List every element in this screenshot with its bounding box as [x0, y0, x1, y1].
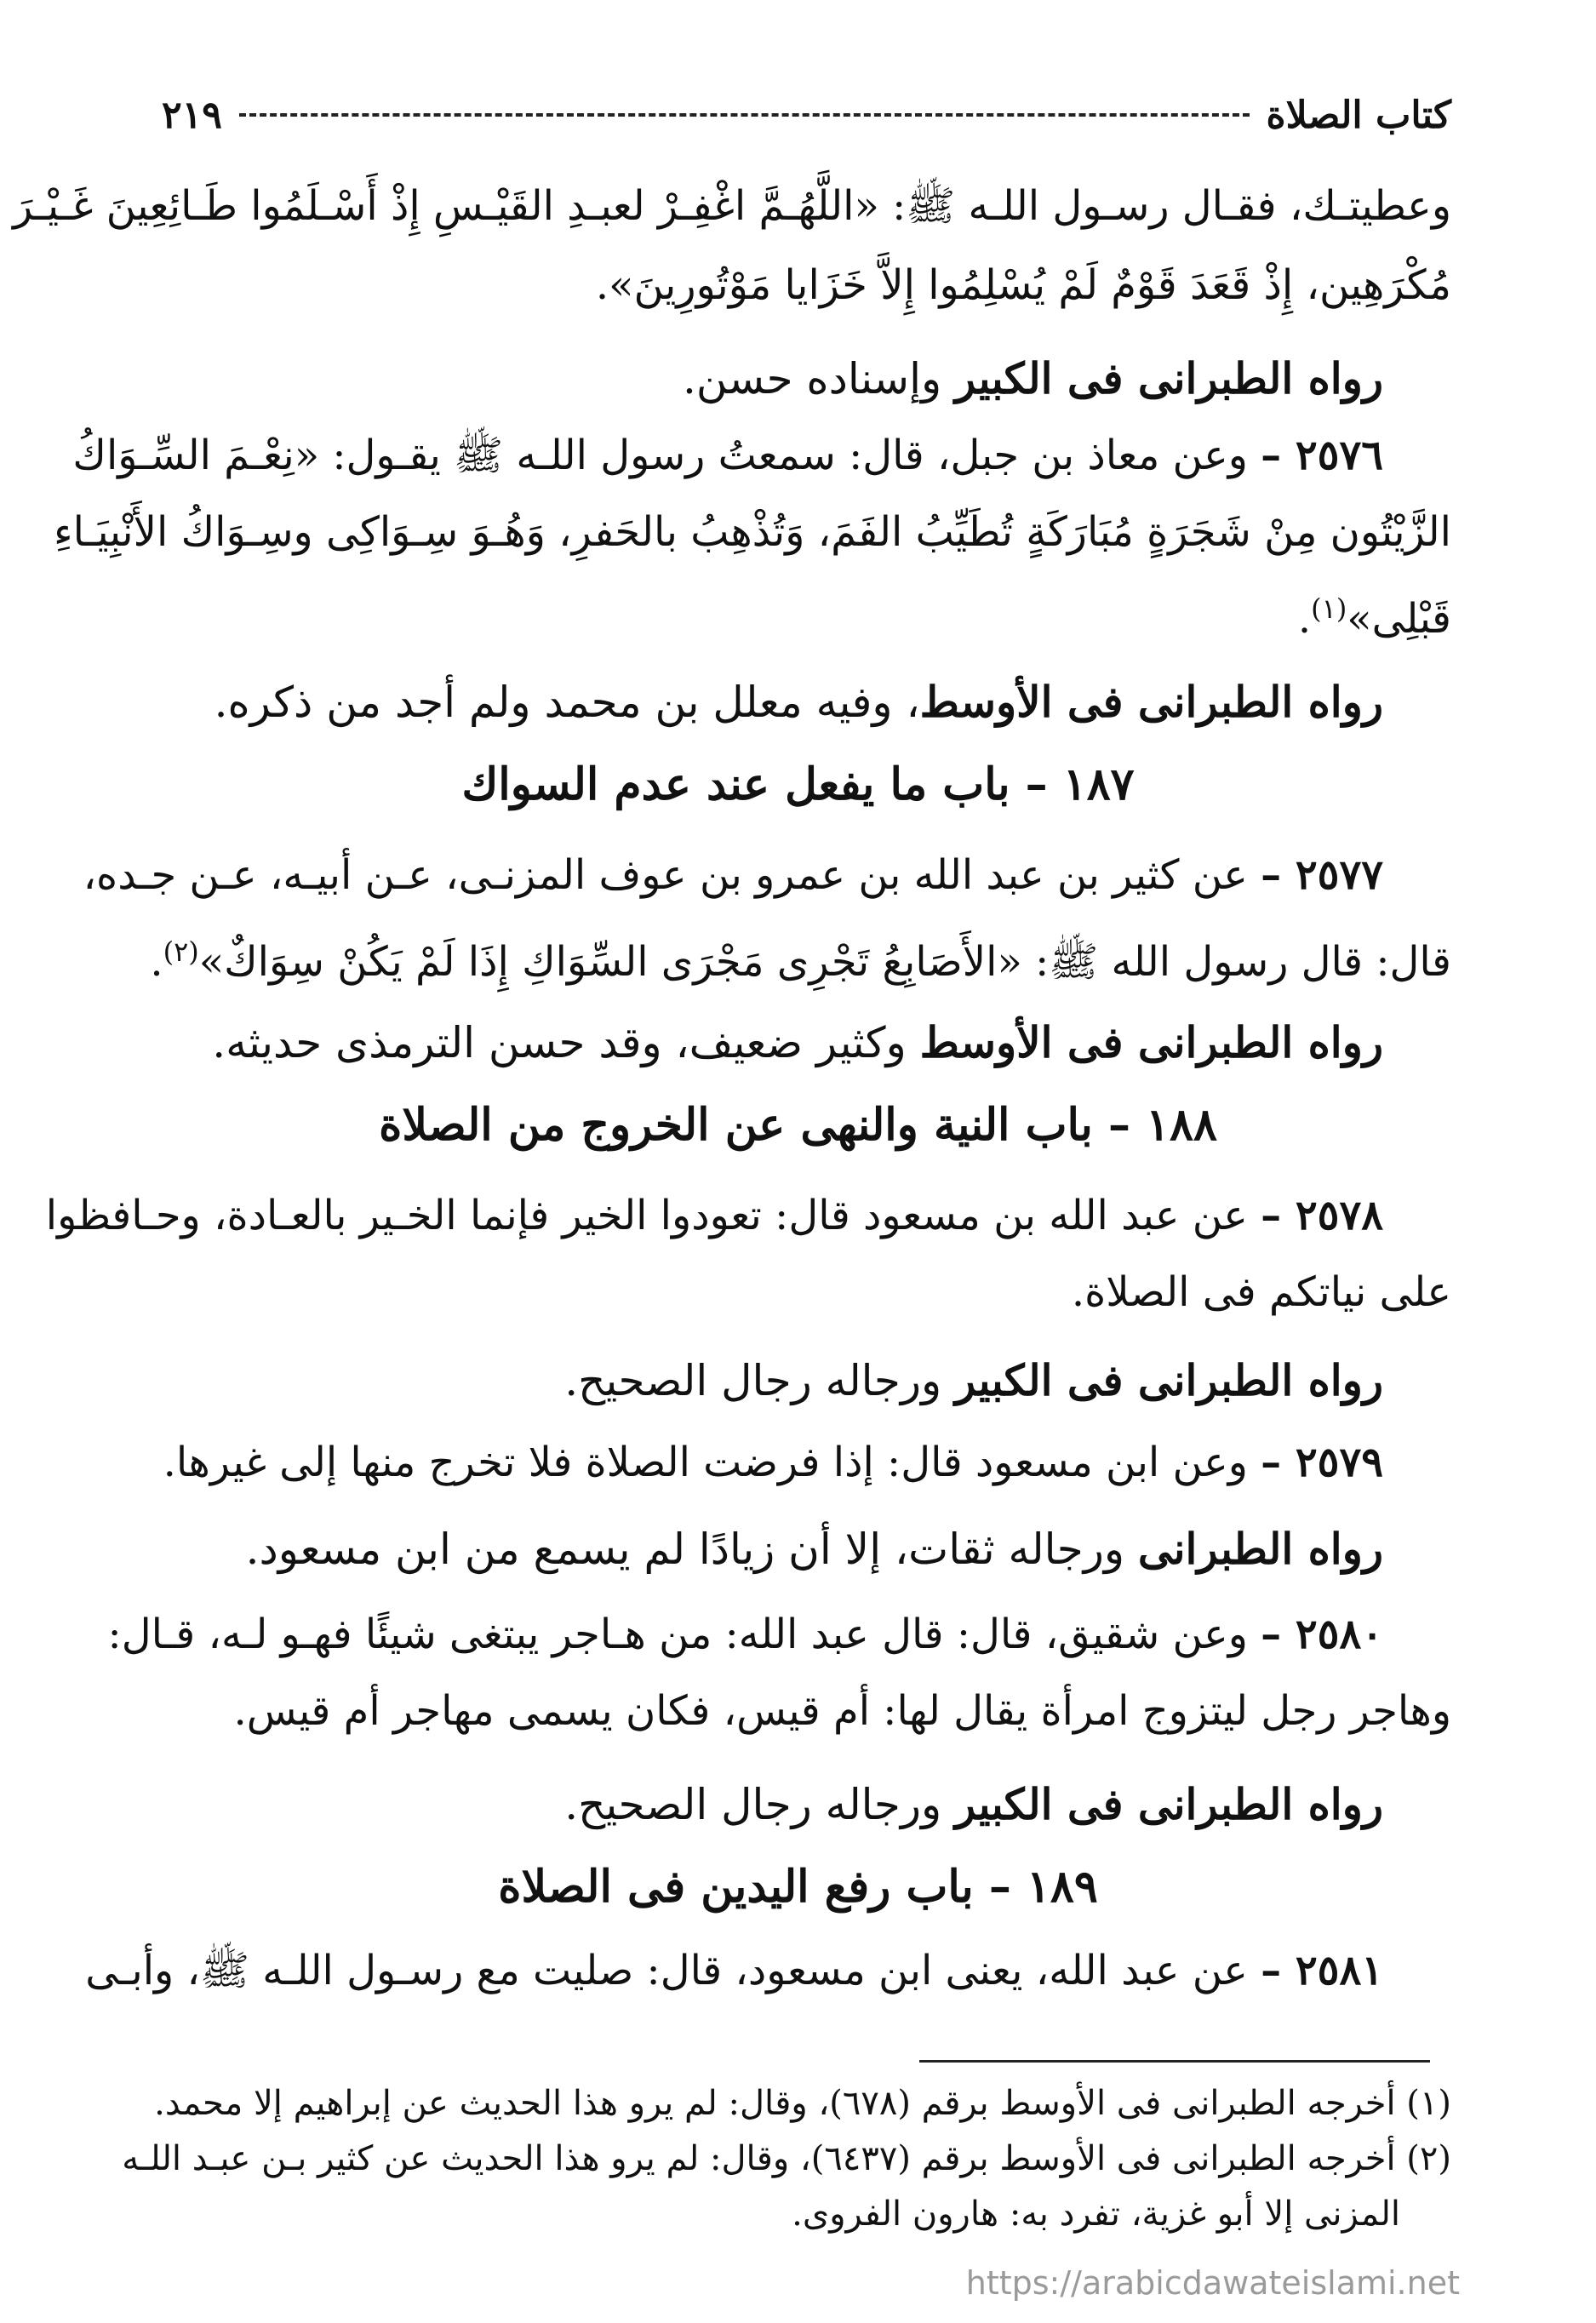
source-note [215, 677, 1383, 728]
hadith-line [163, 1437, 1383, 1488]
hadith-line [83, 850, 1383, 901]
hadith-text: عن كثير بن عبد الله بن عمرو بن عوف المزنـى، عـن أبيـه، عـن جـده، [83, 851, 1248, 899]
source-bold: رواه الطبرانى فى الأوسط [919, 1017, 1383, 1067]
text-fragment: قَبْلِى» [1347, 595, 1451, 643]
source-rest: ورجاله رجال الصحيح. [564, 1780, 956, 1829]
hadith-line [46, 1190, 1383, 1241]
hadith-text: وعن ابن مسعود قال: إذا فرضت الصلاة فلا تخرج منها إلى غيرها. [163, 1439, 1248, 1486]
hadith-number: ٢٥٧٩ – [1261, 1439, 1383, 1486]
hadith-number: ٢٥٧٦ – [1261, 432, 1383, 479]
hadith-number: ٢٥٧٧ – [1261, 851, 1383, 899]
source-bold: رواه الطبرانى فى الكبير [955, 1355, 1383, 1405]
text-line: وهاجر رجل ليتزوج امرأة يقال لها: أم قيس، فكان يسمى مهاجر أم قيس. [233, 1687, 1451, 1735]
source-rest: ، وفيه معلل بن محمد ولم أجد من ذكره. [214, 678, 920, 727]
source-note [564, 1355, 1383, 1406]
text-line [1298, 583, 1451, 644]
source-note [246, 1524, 1383, 1575]
source-rest: ورجاله رجال الصحيح. [564, 1356, 956, 1405]
text-line: الزَّيْتُون مِنْ شَجَرَةٍ مُبَارَكَةٍ تُطَيِّبُ الفَمَ، وَتُذْهِبُ بالحَفرِ، وَهُـوَ سِـوَاكِى وسِـوَاكُ الأَنْبِيَـاءِ [54, 508, 1451, 556]
source-note [564, 1779, 1383, 1830]
footnote-separator [919, 2060, 1430, 2063]
running-header [162, 89, 1451, 140]
watermark-url: https://arabicdawateislami.net [965, 2264, 1460, 2302]
source-rest: وإسناده حسن. [683, 354, 956, 403]
source-note [683, 353, 1383, 404]
chapter-heading: ١٨٧ – باب ما يفعل عند عدم السواك [461, 758, 1135, 810]
page-number: ٢١٩ [162, 93, 222, 137]
chapter-heading: ١٨٨ – باب النية والنهى عن الخروج من الصلاة [379, 1099, 1217, 1151]
text-fragment: قال: قال رسول الله ﷺ: «الأَصَابِعُ تَجْرِى مَجْرَى السِّوَاكِ إِذَا لَمْ يَكُنْ سِوَاكٌ» [198, 938, 1451, 986]
hadith-text: عن عبد الله بن مسعود قال: تعودوا الخير فإنما الخـير بالعـادة، وحـافظوا [45, 1192, 1248, 1239]
header-dashes [239, 113, 1250, 117]
hadith-number: ٢٥٨١ – [1261, 1947, 1383, 1994]
footnote-continuation: المزنى إلا أبو غزية، تفرد به: هارون الفروى. [792, 2194, 1400, 2234]
source-note [212, 1017, 1383, 1068]
text-line: على نياتكم فى الصلاة. [1071, 1268, 1451, 1316]
hadith-text: وعن معاذ بن جبل، قال: سمعتُ رسول اللـه ﷺ يقـول: «نِعْـمَ السِّـوَاكُ [72, 432, 1248, 479]
footnote: (٢) أخرجه الطبرانى فى الأوسط برقم (٦٤٣٧)، وقال: لم يرو هذا الحديث عن كثير بـن عبـد اللـه [122, 2139, 1451, 2178]
footnote: (١) أخرجه الطبرانى فى الأوسط برقم (٦٧٨)، وقال: لم يرو هذا الحديث عن إبراهيم إلا محمد. [154, 2084, 1451, 2123]
source-bold: رواه الطبرانى فى الكبير [955, 353, 1383, 403]
hadith-line [85, 1945, 1383, 1996]
footnote-ref: (٢) [163, 935, 199, 968]
period-mark: . [150, 938, 163, 986]
period-mark: . [1297, 595, 1312, 643]
footnote-ref: (١) [1311, 592, 1347, 625]
source-bold: رواه الطبرانى فى الأوسط [919, 677, 1383, 727]
hadith-line [108, 1609, 1383, 1660]
text-line [150, 926, 1451, 987]
source-bold: رواه الطبرانى فى الكبير [955, 1779, 1383, 1829]
hadith-number: ٢٥٧٨ – [1261, 1192, 1383, 1239]
chapter-title: كتاب الصلاة [1266, 93, 1451, 137]
hadith-text: وعن شقيق، قال: قال عبد الله: من هـاجر يبتغى شيئًا فهـو لـه، قـال: [107, 1611, 1248, 1658]
text-line: مُكْرَهِين، إِذْ قَعَدَ قَوْمٌ لَمْ يُسْلِمُوا إِلاَّ خَزَايا مَوْتُورِينَ». [595, 261, 1451, 309]
source-rest: ورجاله ثقات، إلا أن زيادًا لم يسمع من ابن مسعود. [245, 1525, 1138, 1574]
hadith-line [72, 430, 1383, 481]
source-bold: رواه الطبرانى [1137, 1524, 1383, 1574]
source-rest: وكثير ضعيف، وقد حسن الترمذى حديثه. [212, 1018, 920, 1067]
hadith-number: ٢٥٨٠ – [1261, 1611, 1383, 1658]
hadith-text: عن عبد الله، يعنى ابن مسعود، قال: صليت مع رسـول اللـه ﷺ، وأبـى [85, 1947, 1248, 1994]
chapter-heading: ١٨٩ – باب رفع اليدين فى الصلاة [498, 1861, 1098, 1913]
text-line: وعطيتـك، فقـال رسـول اللـه ﷺ: «اللَّهُـمَّ اغْفِـرْ لعبـدِ القَيْـسِ إِذْ أَسْـلَمُوا طَـائِعِينَ غَـيْـرَ [13, 182, 1451, 230]
